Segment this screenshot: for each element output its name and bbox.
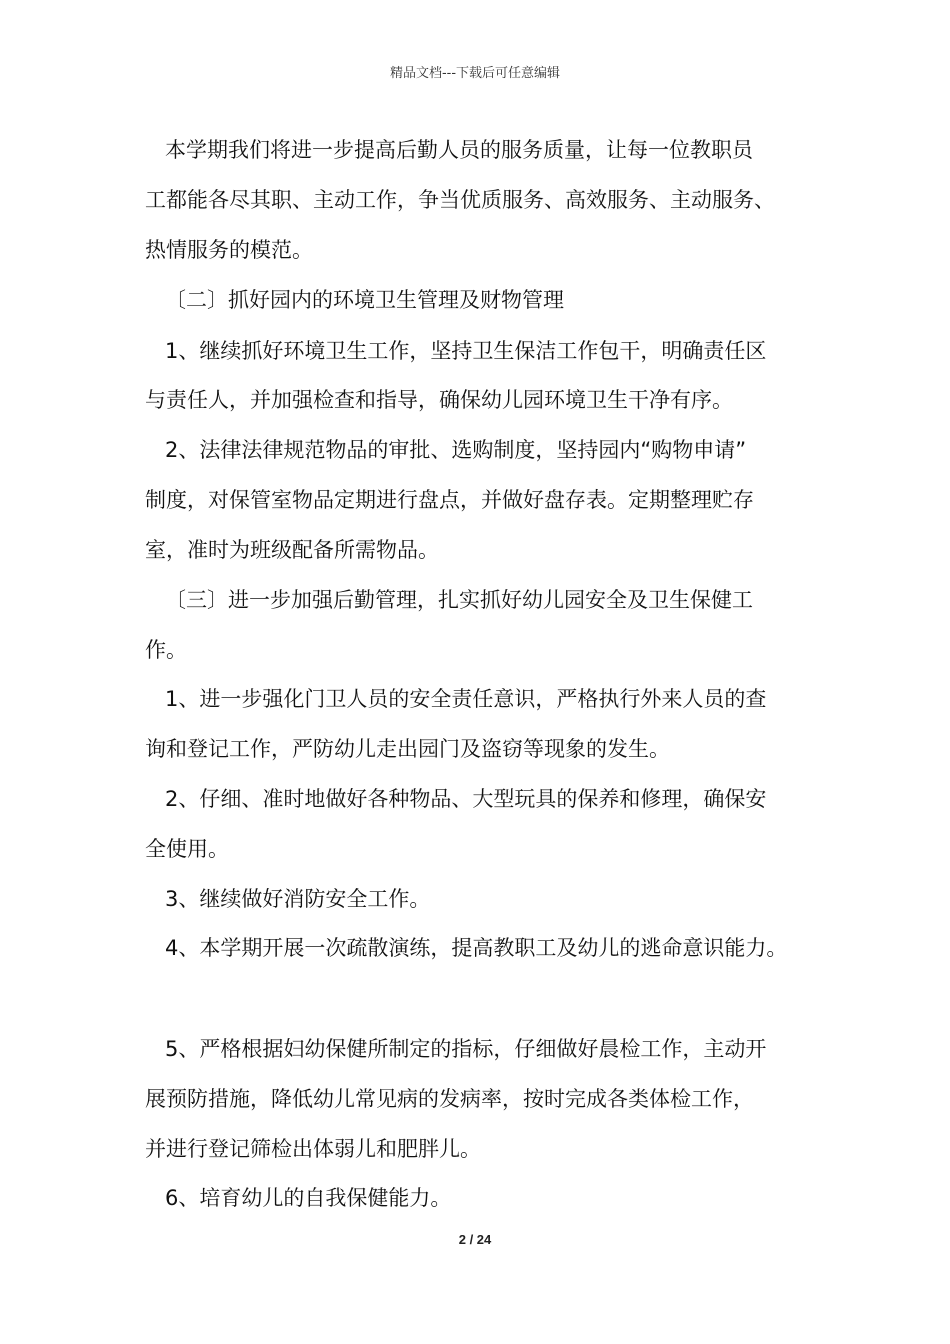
body-line: 1、继续抓好环境卫生工作，坚持卫生保洁工作包干，明确责任区 xyxy=(165,339,767,363)
body-line: 本学期我们将进一步提高后勤人员的服务质量，让每一位教职员 xyxy=(165,138,753,162)
body-line: 3、继续做好消防安全工作。 xyxy=(165,887,431,911)
document-header: 精品文档---下载后可任意编辑 xyxy=(389,66,561,81)
body-line: 热情服务的模范。 xyxy=(145,238,313,262)
body-line: 展预防措施，降低幼儿常见病的发病率，按时完成各类体检工作， xyxy=(145,1087,754,1111)
page-number: 2 / 24 xyxy=(458,1232,492,1247)
body-line: 5、严格根据妇幼保健所制定的指标，仔细做好晨检工作，主动开 xyxy=(165,1037,767,1061)
body-line: 4、本学期开展一次疏散演练，提高教职工及幼儿的逃命意识能力。 xyxy=(165,936,788,960)
body-line: 6、培育幼儿的自我保健能力。 xyxy=(165,1186,452,1210)
body-line: 制度，对保管室物品定期进行盘点，并做好盘存表。定期整理贮存 xyxy=(145,488,754,512)
body-line: 与责任人，并加强检查和指导，确保幼儿园环境卫生干净有序。 xyxy=(145,388,733,412)
section-heading: 作。 xyxy=(145,638,187,662)
body-line: 1、进一步强化门卫人员的安全责任意识，严格执行外来人员的查 xyxy=(165,687,767,711)
section-heading: 〔三〕进一步加强后勤管理，扎实抓好幼儿园安全及卫生保健工 xyxy=(165,588,753,612)
body-line: 2、仔细、准时地做好各种物品、大型玩具的保养和修理，确保安 xyxy=(165,787,767,811)
body-line: 2、法律法律规范物品的审批、选购制度，坚持园内“购物申请” xyxy=(165,438,747,462)
body-line: 并进行登记筛检出体弱儿和肥胖儿。 xyxy=(145,1137,481,1161)
body-line: 全使用。 xyxy=(145,837,229,861)
body-line: 工都能各尽其职、主动工作，争当优质服务、高效服务、主动服务、 xyxy=(145,188,775,212)
body-line: 询和登记工作，严防幼儿走出园门及盗窃等现象的发生。 xyxy=(145,737,670,761)
body-line: 室，准时为班级配备所需物品。 xyxy=(145,538,439,562)
section-heading: 〔二〕抓好园内的环境卫生管理及财物管理 xyxy=(165,288,564,312)
